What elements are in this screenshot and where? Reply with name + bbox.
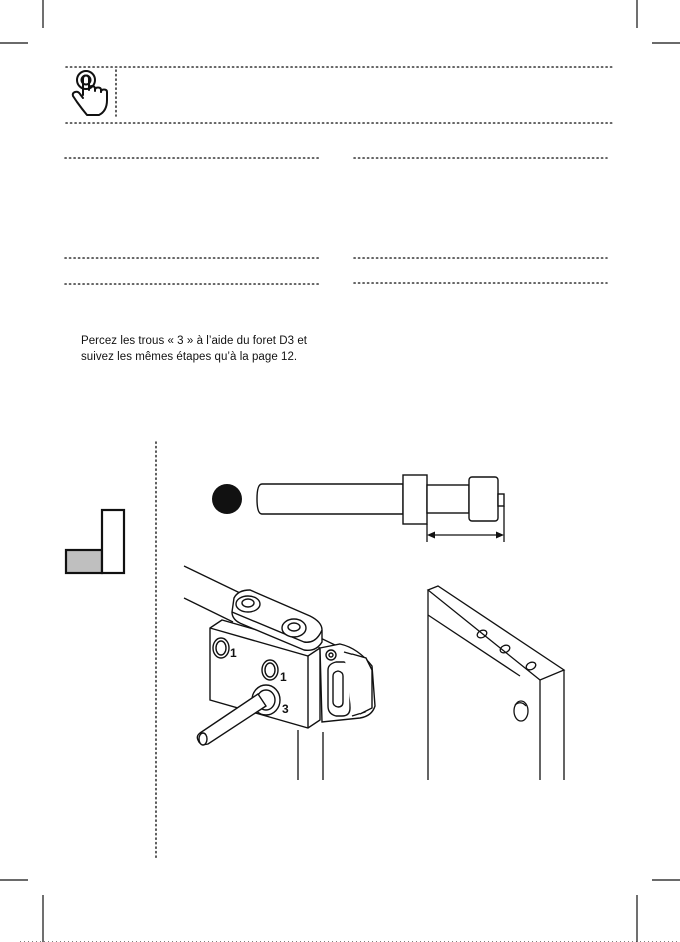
instruction-line: suivez les mêmes étapes qu’à la page 12. xyxy=(81,351,298,363)
instruction-line: Percez les trous « 3 » à l’aide du foret D3 et xyxy=(81,335,308,347)
jig-hole-label: 3 xyxy=(282,702,289,716)
jig-hole-label: 1 xyxy=(280,670,287,684)
jig-hole-label: 1 xyxy=(230,646,237,660)
